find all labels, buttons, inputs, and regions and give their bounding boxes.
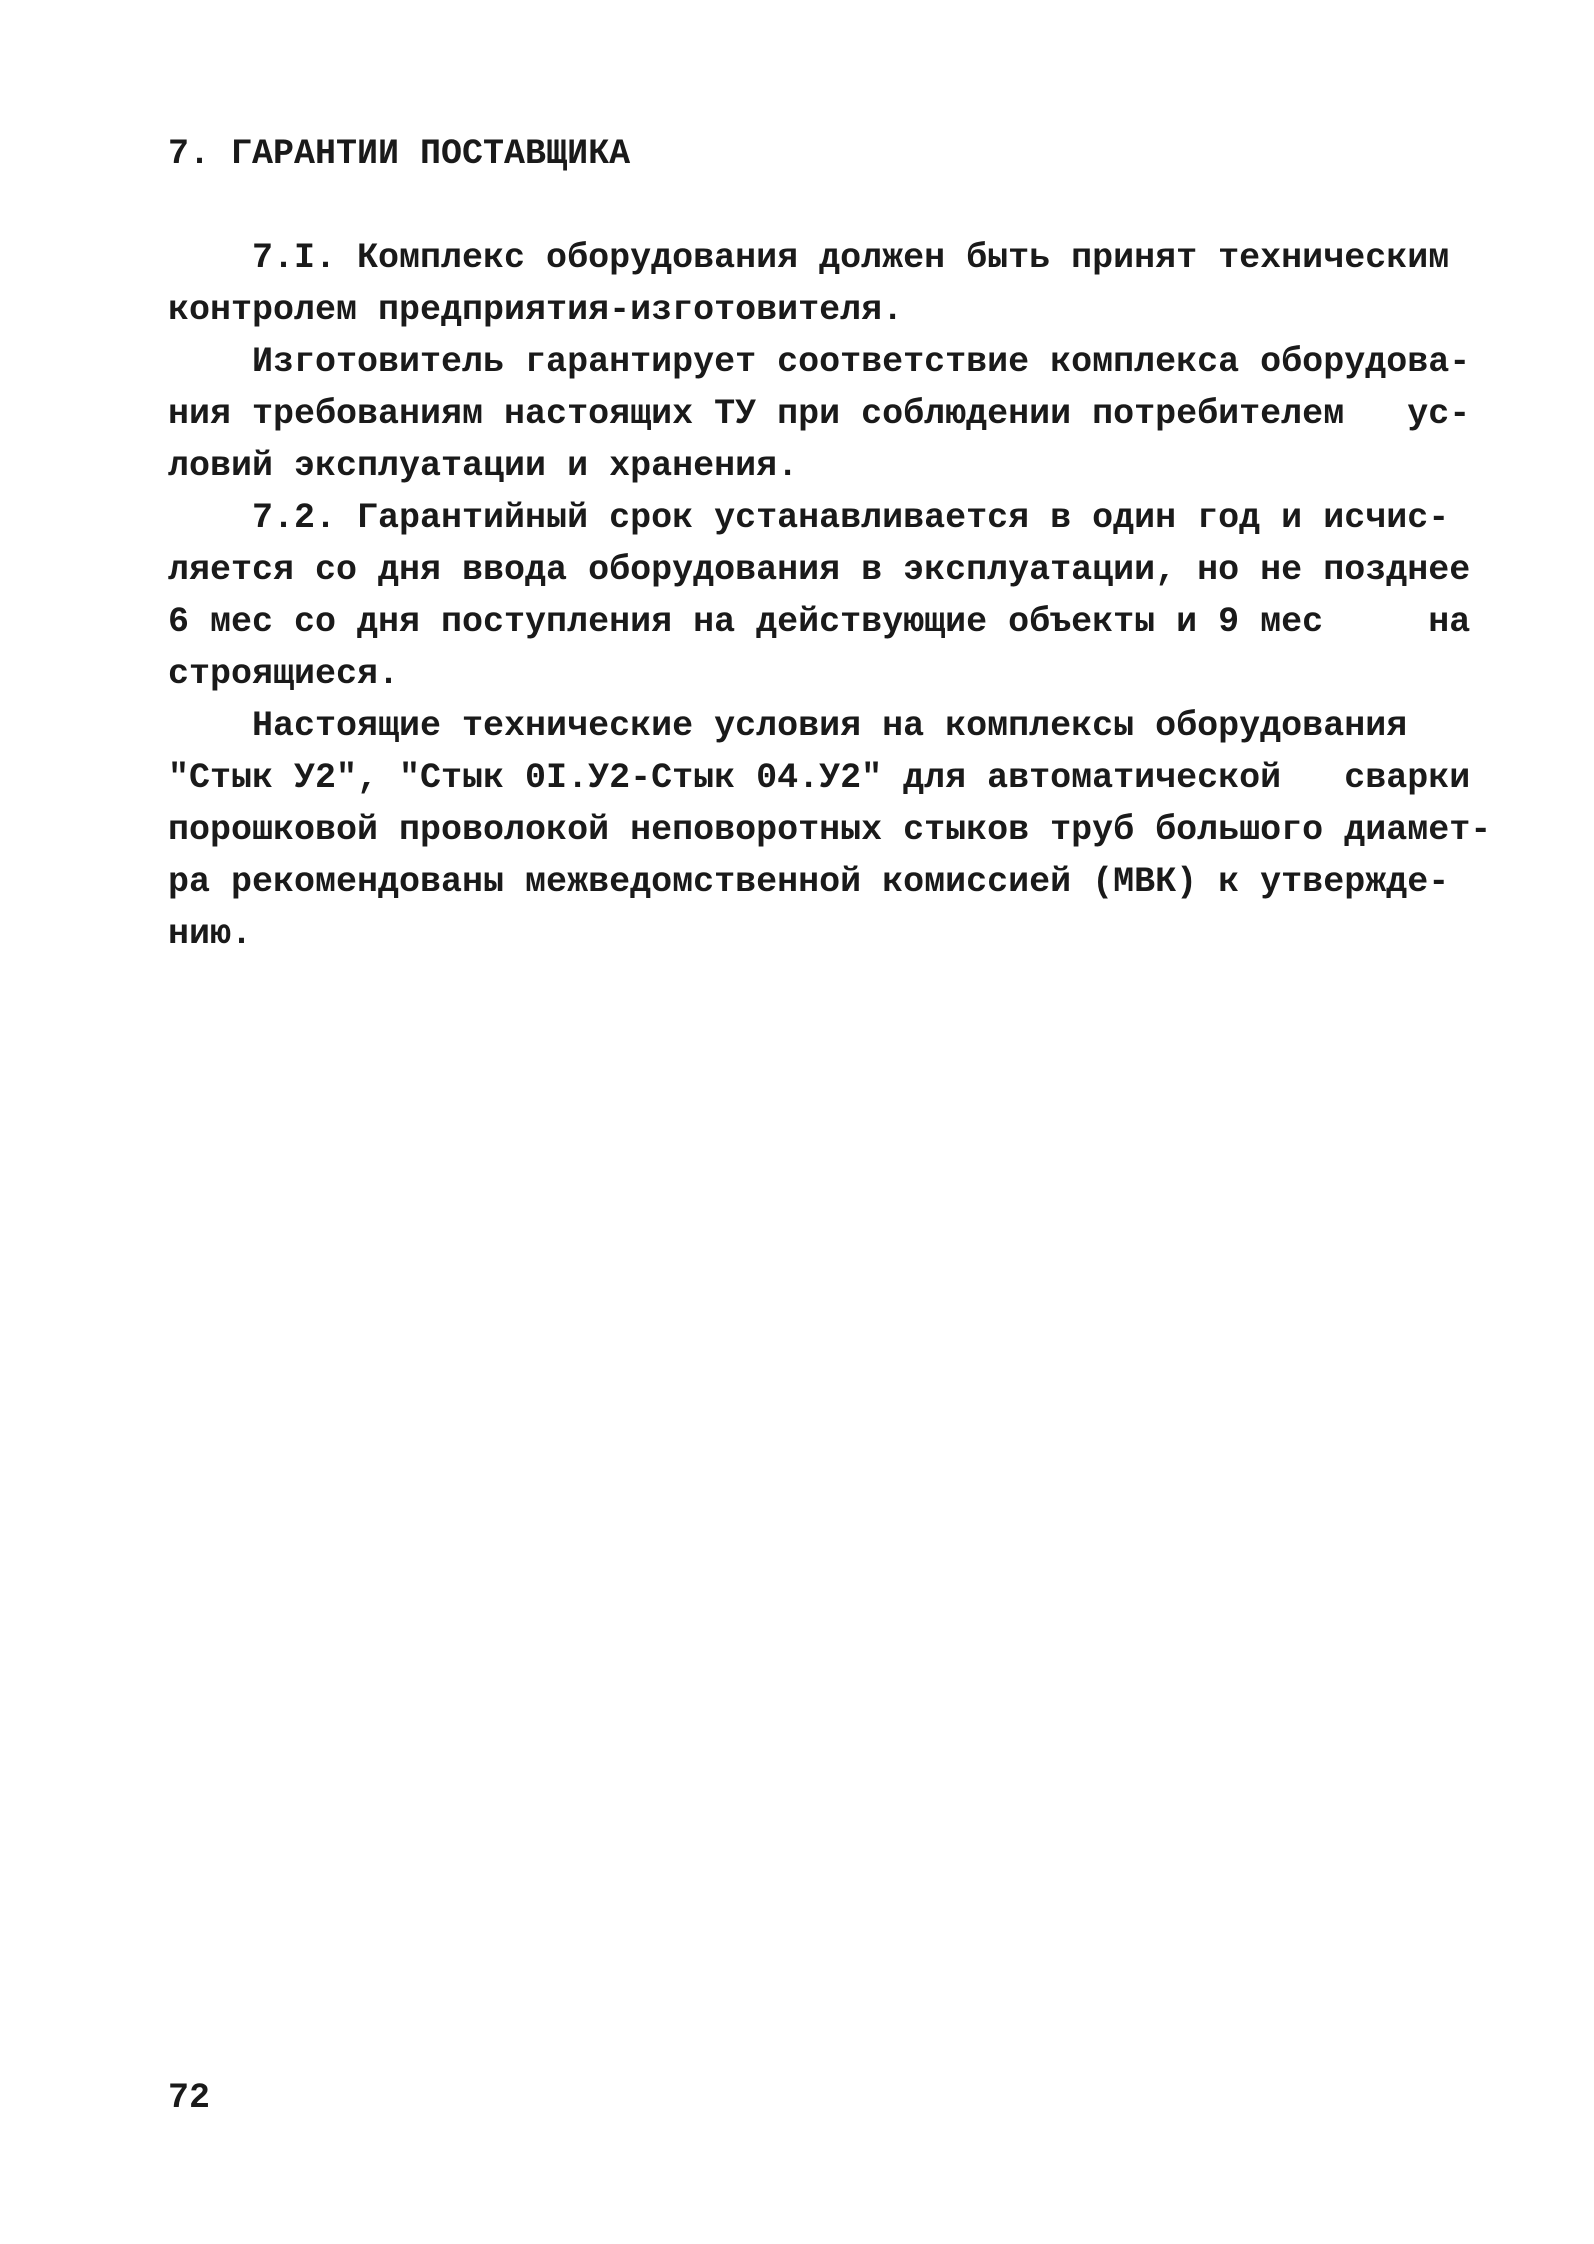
text-line: порошковой проволокой неповоротных стыков труб большого диамет- [168,810,1492,850]
text-line: 6 мес со дня поступления на действующие объекты и 9 мес на [168,602,1471,642]
section-heading: 7. ГАРАНТИИ ПОСТАВЩИКА [168,134,631,174]
text-line: нию. [168,914,253,954]
text-line: ляется со дня ввода оборудования в эксплуатации, но не позднее [168,550,1471,590]
section-body [168,232,1492,960]
text-line: ния требованиям настоящих ТУ при соблюдении потребителем ус- [168,394,1471,434]
text-line: Изготовитель гарантирует соответствие комплекса оборудова- [168,342,1471,382]
text-line: 7.2. Гарантийный срок устанавливается в один год и исчис- [168,498,1450,538]
text-line: ловий эксплуатации и хранения. [168,446,799,486]
text-line: Настоящие технические условия на комплексы оборудования [168,706,1408,746]
text-line: ра рекомендованы межведомственной комиссией (МВК) к утвержде- [168,862,1450,902]
text-line: 7.I. Комплекс оборудования должен быть принят техническим [168,238,1450,278]
text-line: контролем предприятия-изготовителя. [168,290,904,330]
page-number: 72 [168,2078,211,2118]
text-line: "Стык У2", "Стык 0I.У2-Стык 04.У2" для автоматической сварки [168,758,1471,798]
text-line: строящиеся. [168,654,400,694]
